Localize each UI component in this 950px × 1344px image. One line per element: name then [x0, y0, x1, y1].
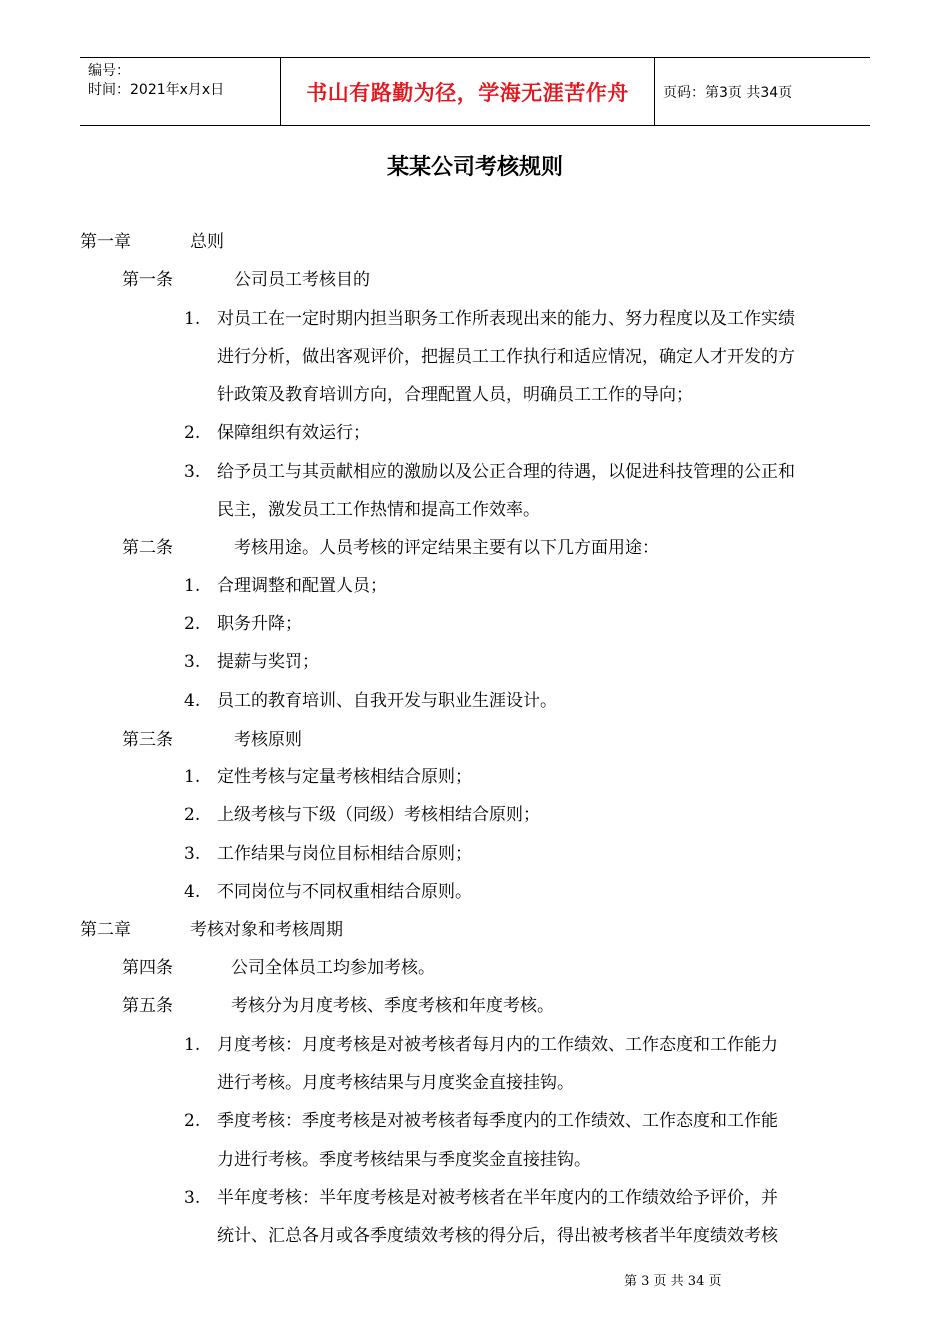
list-item-text: 保障组织有效运行；	[217, 423, 370, 443]
article-text: 公司全体员工均参加考核。	[231, 958, 435, 978]
list-item-text: 提薪与奖罚；	[217, 652, 319, 672]
header-meta-cell	[80, 58, 281, 125]
list-item-text: 不同岗位与不同权重相结合原则。	[217, 882, 472, 902]
list-item-number: 4.	[184, 691, 201, 711]
list-item-number: 1.	[184, 309, 201, 329]
article-number: 第四条	[122, 958, 173, 978]
list-item-number: 3.	[184, 652, 201, 672]
doc-number-label: 编号：	[88, 63, 130, 79]
article-text: 考核用途。人员考核的评定结果主要有以下几方面用途：	[234, 538, 659, 558]
article-text: 考核分为月度考核、季度考核和年度考核。	[231, 996, 554, 1016]
article-number: 第三条	[122, 730, 173, 750]
list-item-number: 1.	[184, 576, 201, 596]
page-footer: 第 3 页 共 34 页	[624, 1274, 722, 1289]
article-text: 考核原则	[234, 730, 302, 750]
list-item-text: 员工的教育培训、自我开发与职业生涯设计。	[217, 691, 557, 711]
list-item-number: 3.	[184, 844, 201, 864]
list-item-number: 2.	[184, 1111, 201, 1131]
chapter-number: 第一章	[80, 232, 131, 252]
header-motto: 书山有路勤为径，学海无涯苦作舟	[281, 58, 655, 125]
list-item-number: 1.	[184, 1035, 201, 1055]
list-item-text: 针政策及教育培训方向，合理配置人员，明确员工工作的导向；	[217, 385, 693, 405]
document-title: 某某公司考核规则	[386, 155, 563, 180]
list-item-text: 季度考核：季度考核是对被考核者每季度内的工作绩效、工作态度和工作能	[217, 1111, 778, 1131]
article-number: 第二条	[122, 538, 173, 558]
list-item-text: 进行考核。月度考核结果与月度奖金直接挂钩。	[217, 1073, 574, 1093]
list-item-number: 2.	[184, 805, 201, 825]
list-item-text: 月度考核：月度考核是对被考核者每月内的工作绩效、工作态度和工作能力	[217, 1035, 778, 1055]
list-item-number: 2.	[184, 614, 201, 634]
list-item-text: 职务升降；	[217, 614, 302, 634]
list-item-text: 定性考核与定量考核相结合原则；	[217, 767, 472, 787]
article-number: 第五条	[122, 996, 173, 1016]
list-item-text: 统计、汇总各月或各季度绩效考核的得分后，得出被考核者半年度绩效考核	[217, 1226, 778, 1246]
list-item-text: 合理调整和配置人员；	[217, 576, 387, 596]
article-text: 公司员工考核目的	[234, 270, 370, 290]
list-item-number: 3.	[184, 1188, 201, 1208]
list-item-number: 4.	[184, 882, 201, 902]
list-item-text: 对员工在一定时期内担当职务工作所表现出来的能力、努力程度以及工作实绩	[217, 309, 795, 329]
chapter-title: 考核对象和考核周期	[190, 920, 343, 940]
list-item-number: 3.	[184, 462, 201, 482]
list-item-text: 进行分析，做出客观评价，把握员工工作执行和适应情况，确定人才开发的方	[217, 347, 795, 367]
article-number: 第一条	[122, 270, 173, 290]
list-item-text: 工作结果与岗位目标相结合原则；	[217, 844, 472, 864]
list-item-number: 2.	[184, 423, 201, 443]
header-table	[80, 57, 870, 126]
list-item-text: 上级考核与下级（同级）考核相结合原则；	[217, 805, 540, 825]
chapter-number: 第二章	[80, 920, 131, 940]
list-item-text: 给予员工与其贡献相应的激励以及公正合理的待遇，以促进科技管理的公正和	[217, 462, 795, 482]
header-page-info: 页码：第3页 共34页	[663, 84, 793, 101]
list-item-text: 力进行考核。季度考核结果与季度奖金直接挂钩。	[217, 1150, 591, 1170]
list-item-text: 民主，激发员工工作热情和提高工作效率。	[217, 500, 540, 520]
doc-time-label: 时间：2021年x月x日	[88, 82, 225, 98]
chapter-title: 总则	[190, 232, 224, 252]
list-item-text: 半年度考核：半年度考核是对被考核者在半年度内的工作绩效给予评价，并	[217, 1188, 778, 1208]
list-item-number: 1.	[184, 767, 201, 787]
